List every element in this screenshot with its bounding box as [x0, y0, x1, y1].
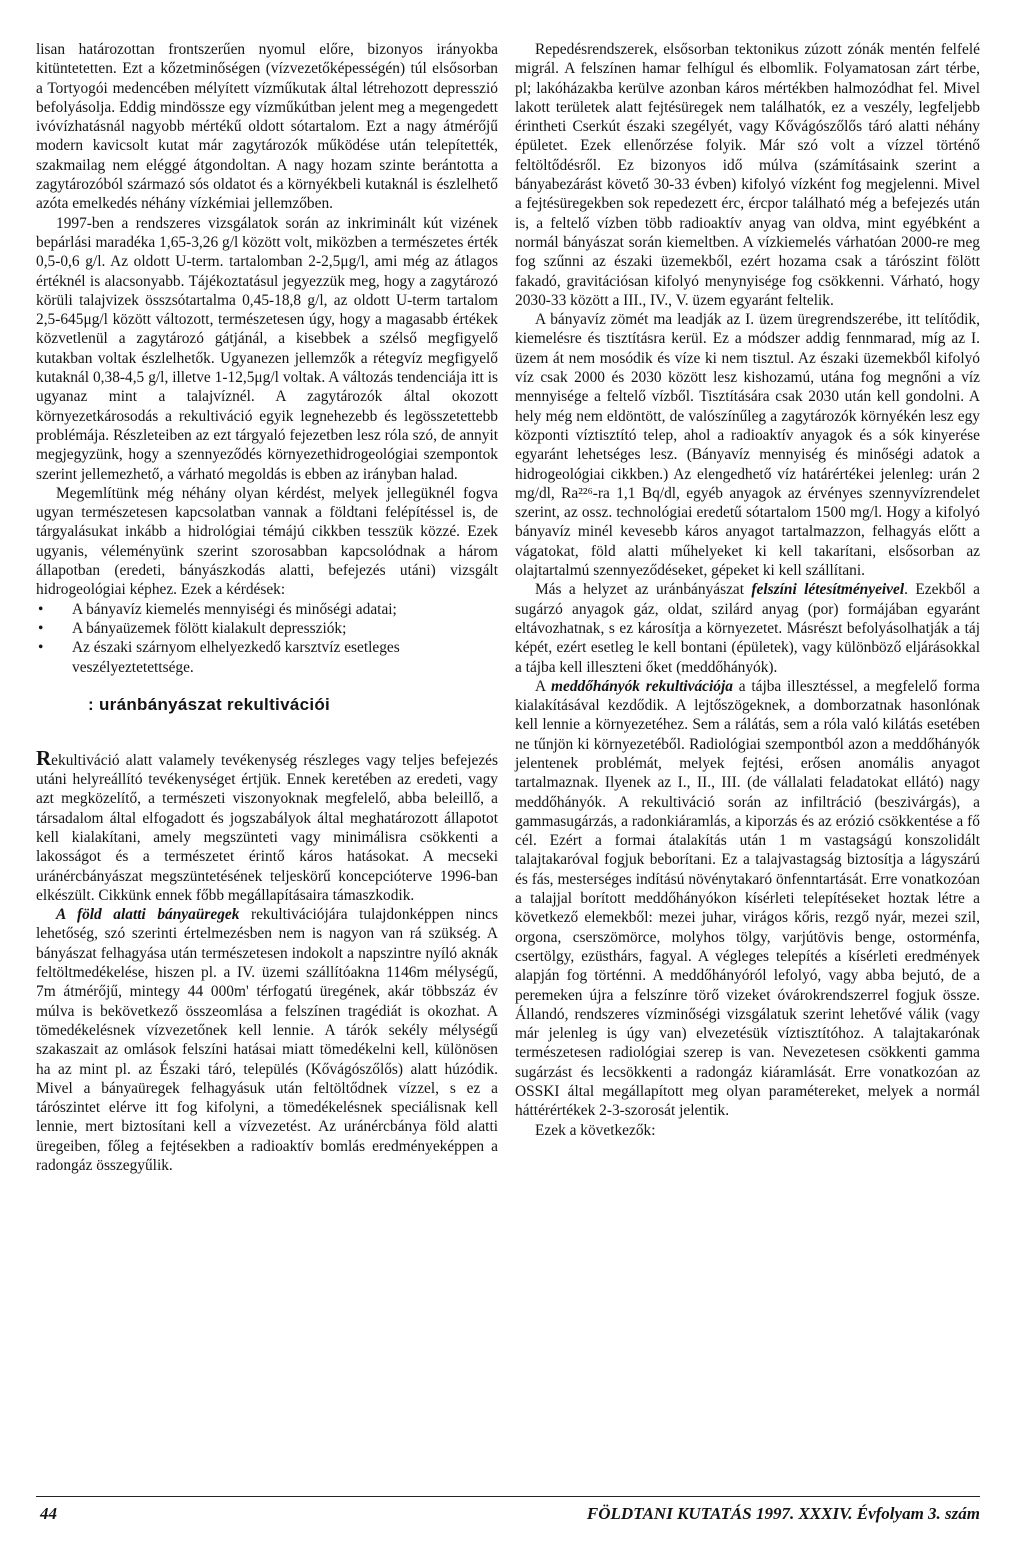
- bullet-icon: •: [38, 639, 44, 657]
- right-paragraph-1: Repedésrendszerek, elsősorban tektonikus zúzott zónák mentén felfelé migrál. A felszínen hamar felhígul és elbomlik. Folyamatosan zárt térbe, pl; lakóházakba kerülve azonban káros mértékben halmozódhat fel. Mivel lakott területek alatt fejtésüregek nem találhatók, ez a veszély, legfeljebb érintheti Cserkút északi szegélyét, vagy Kővágószőlős táró alatti néhány épületet. Ezek ellenőrzése folyik. Már szó volt a vízzel történő feltöltődésről. Ez bizonyos idő múlva (számításaink szerint a bányabezárást követő 30-33 évben) kifolyó vízként fog megjelenni. Mivel a fejtésüregekben sok repedezett érc, ércpor található még a befejezés után is, a feltelő vízben több radioaktív anyag van oldva, mint egyébként a normál bányászat során kiemeltben. A vízkiemelés várhatóan 2000-re meg fog szűnni az északi üzemekből, ezért hozama csak a tárószint fölött fakadó, gravitációsan kifolyó menynyisége fog csökkenni. Várható, hogy 2030-33 között a III., IV., V. üzem egyaránt feltelik.: [515, 41, 980, 309]
- question-list: [36, 600, 498, 677]
- emphasis-text: meddőhányók rekultivációja: [551, 677, 733, 695]
- bullet-icon: •: [38, 619, 44, 637]
- list-item: • A bányavíz kiemelés mennyiségi és minőségi adatai;: [38, 600, 397, 618]
- left-paragraph-4: Rekultiváció alatt valamely tevékenység részleges vagy teljes befejezés utáni helyreállító tevékenységet értjük. Ennek keretében az eredeti, vagy azt megközelítő, a természeti viszonyoknak megfelelő, abba beleillő, a társadalom által elfogadott és jogszabályok által meghatározott állapotot kell kialakítani, amely megszünteti vagy minimálisra csökkenti a lakosságot és a természetet érintő káros hatásokat. A mecseki uránércbányászat megszüntetésének teljeskörű koncepcióterve 1996-ban elkészült. Cikkünk ennek főbb megállapításaira támaszkodik.: [36, 745, 498, 904]
- right-paragraph-4: A meddőhányók rekultivációja a tájba illesztéssel, a megfelelő forma kialakításával kezdődik. A lejtőszögeknek, a domborzatnak hasonlónak kell lennie a környezetéhez. Sem a rálátás, sem a róla való kilátás esetében ne tűnjön ki környezetéből. Radiológiai szempontból azon a meddőhányók jelentenek problémát, melyek fejtési, erősen anomális anyagot tartalmaznak. Ilyenek az I., II., III. (de vállalati feladatokat ellátó) nagy meddőhányók. A rekultiváció során az infiltráció (beszivárgás), a gammasugárzás, a radonkiáramlás, a kiporzás és az erózió csökkentése a fő cél. Ezért a formai átalakítás után 1 m vastagságú konszolidált talajtakaróval fogjuk beborítani. Ez a talajvastagság biztosítja a lágyszárú és fás, mesterséges indítású növénytakaró önfenntartását. Erre vonatkozóan a talajjal borított meddőhányókon kísérleti telepítéseket hoztak létre a következő elemekből: mezei juhar, virágos kőris, rezgő nyár, mezei szil, orgona, cserszömörce, molyhos tölgy, varjútövis benge, ostorménfa, csertölgy, ezüsthárs, fagyal. A végleges telepítés a kísérleti eredmények alapján fog történni. A meddőhányóról lefolyó, vagy abba bejutó, de a peremeken újra a felszínre törő vizeket óvárokrendszerrel fogjuk össze. Állandó, rendszeres vízminőségi vizsgálatuk szerint lehetővé válik (vagy már jelenleg is úgy van) elvezetésük víztisztítóhoz. A talajtakarónak természetesen radiológiai szerep is van. Nevezetesen csökkenti gamma sugárzást és lecsökkenti a radongáz kiáramlását. Erre vonatkozóan az OSSKI által megállapított meg olyan paramétereket, melyek a normál háttérértékek 2-3-szorosát jelentik.: [515, 677, 980, 1120]
- section-heading: : uránbányászat rekultivációi: [88, 694, 331, 714]
- left-paragraph-3: Megemlítünk még néhány olyan kérdést, melyek jellegüknél fogva ugyan természetesen kapcsolatban vannak a földtani felépítéssel is, de tárgyalásukat inkább a hidrológiai témájú cikkben tesszük közzé. Ezek ugyanis, véleményünk szerint szorosabban kapcsolódnak a három állapotban (eredeti, bányászkodás alatti, befejezés utáni) vizsgált hidrogeológiai képhez. Ezek a kérdések:: [36, 484, 498, 599]
- left-column: [36, 40, 498, 1175]
- right-paragraph-5: Ezek a következők:: [535, 1121, 656, 1139]
- drop-cap: R: [36, 745, 52, 770]
- list-item: • A bányaüzemek fölött kialakult depressziók;: [38, 619, 347, 637]
- journal-title: FÖLDTANI KUTATÁS 1997. XXXIV. Évfolyam 3. szám: [586, 1504, 980, 1523]
- footer-rule: [36, 1496, 980, 1497]
- left-paragraph-2: 1997-ben a rendszeres vizsgálatok során az inkriminált kút vizének bepárlási maradéka 1,65-3,26 g/l között volt, miközben a természetes érték 0,5-0,6 g/l. Az oldott U-term. tartalomban 2-2,5μg/l, ami még az átlagos értéknél is alacsonyabb. Tájékoztatásul jegyezzük meg, hogy a zagytározó körüli talajvizek összsótartalma 0,45-18,8 g/l, az oldott U-term tartalom 2,5-645μg/l között változott, természetesen úgy, hogy a magasabb értékek közvetlenül a zagytározó gátjánál, a kisebbek a szélső megfigyelő kutakban voltak észlelhetők. Ugyanezen jellemzők a rétegvíz megfigyelő kutaknál 0,38-4,5 g/l, illetve 1-12,5μg/l voltak. A változás tendenciája itt is ugyanaz mint a talajvíznél. A zagytározók által okozott környezetkárosodás a rekultiváció egyik legnehezebb és legösszetettebb problémája. Részleteiben az ezt tárgyaló fejezetben lesz róla szó, de annyit megjegyzünk, hogy a szennyeződés környezethidrogeológiai szempontok szerint jellemezhető, a várható megoldás is ebben az irányban halad.: [36, 214, 498, 483]
- right-paragraph-2: A bányavíz zömét ma leadják az I. üzem üregrendszerébe, itt telítődik, kiemelésre és tisztításra kerül. Ez a módszer addig fennmarad, míg az I. üzem át nem mosódik és víze ki nem tisztul. Az északi üzemekből kifolyó víz csak 2000 és 2030 között lesz kishozamú, utána fog megnőni a víz mennyisége a feltelő vízből. Tisztítására csak 2030 után kell gondolni. A hely még nem eldöntött, de valószínűleg a zagytározók környékén lesz egy központi víztisztító telep, ahol a radioaktív anyagok és a sók kinyerése egyaránt lehetséges lesz. (Bányavíz mennyiség és minőségi adatok a hidrogeológiai cikkben.) Az elengedhető víz határértékei jelenleg: urán 2 mg/dl, Ra²²⁶-ra 1,1 Bq/dl, egyéb anyagok az érvényes szennyvízrendelet szerint, az ossz. technológiai eredetű sótartalom 1500 mg/l. Hogy a kifolyó bányavíz minél kevesebb káros anyagot tartalmazzon, felhagyás előtt a vágatokat, föld alatti műhelyeket ki kell takarítani, elsősorban az olajtartalmú szennyeződéseket, gépeket ki kell szállítani.: [515, 311, 980, 580]
- emphasis-text: felszíni létesítményeivel: [751, 581, 905, 599]
- bullet-icon: •: [38, 600, 44, 618]
- page-number: 44: [40, 1504, 57, 1523]
- right-column: [515, 40, 980, 1140]
- left-paragraph-5: A föld alatti bányaüregek rekultivációjára tulajdonképpen nincs lehetőség, szó szerinti értelmezésben nem is nagyon van rá szükség. A bányászat felhagyása után természetesen indokolt a napszintre nyíló aknák feltöltmedékelése, hiszen pl. a IV. üzemi szállítóakna 1146m mélységű, 7m átmérőjű, mintegy 44 000m' térfogatú üregének, akár többszáz év múlva is bekövetkező összeomlása a felszínen tragédiát is okozhat. A tömedékelésnek vízvezetőnek kell lennie. A tárók sekély mélységű szakaszait az omlások felszíni hatásai miatt tömedékelni kell, különösen ha az mint pl. az Északi táró, település (Kővágószőlős) alatt húzódik. Mivel a bányaüregek felhagyásuk után feltöltődnek vízzel, s ez a tárószintet elérve itt fog kifolyni, a tömedékelésnek speciálisnak kell lennie, mert biztosítani kell a vízvezetést. Az uránércbánya föld alatti üregeiben, főleg a fejtésekben a radioaktív bomlás eredményeképpen a radongáz összegyűlik.: [36, 906, 498, 1175]
- right-paragraph-3: Más a helyzet az uránbányászat felszíni létesítményeivel. Ezekből a sugárzó anyagok gáz, oldat, szilárd anyag (por) formájában egyaránt eltávozhatnak, s ez károsítja a környezetet. Másrészt befolyásolhatják a táj képét, ezért esetleg le kell bontani (épületek), vagy különböző eljárásokkal a tájba kell illeszteni őket (meddőhányók).: [515, 581, 981, 676]
- left-paragraph-1: lisan határozottan frontszerűen nyomul előre, bizonyos irányokba kitüntetetten. Ezt a kőzetminőségen (vízvezetőképességén) túl elsősorban a Tortyogói medencében mélyített vízműkutak által létrehozott depresszió befolyásolja. Eddig mindössze egy vízműkútban jelent meg a megengedett ivóvízhatásnál nagyobb mértékű oldott sótartalom. Ezt a nagy átmérőjű modern kavicsolt kutat már zagytározók működése után telepítették, szakmailag nem eléggé átgondoltan. A nagy hozam szinte berántotta a zagytározóból származó sós oldatot és a környékbeli kutaknál is észlelhető azóta emelkedés néhány vízkémiai jellemzőben.: [36, 41, 498, 213]
- list-item: • Az északi szárnyom elhelyezkedő karsztvíz esetleges veszélyeztetettsége.: [38, 639, 400, 676]
- emphasis-text: A föld alatti bányaüregek: [56, 906, 240, 924]
